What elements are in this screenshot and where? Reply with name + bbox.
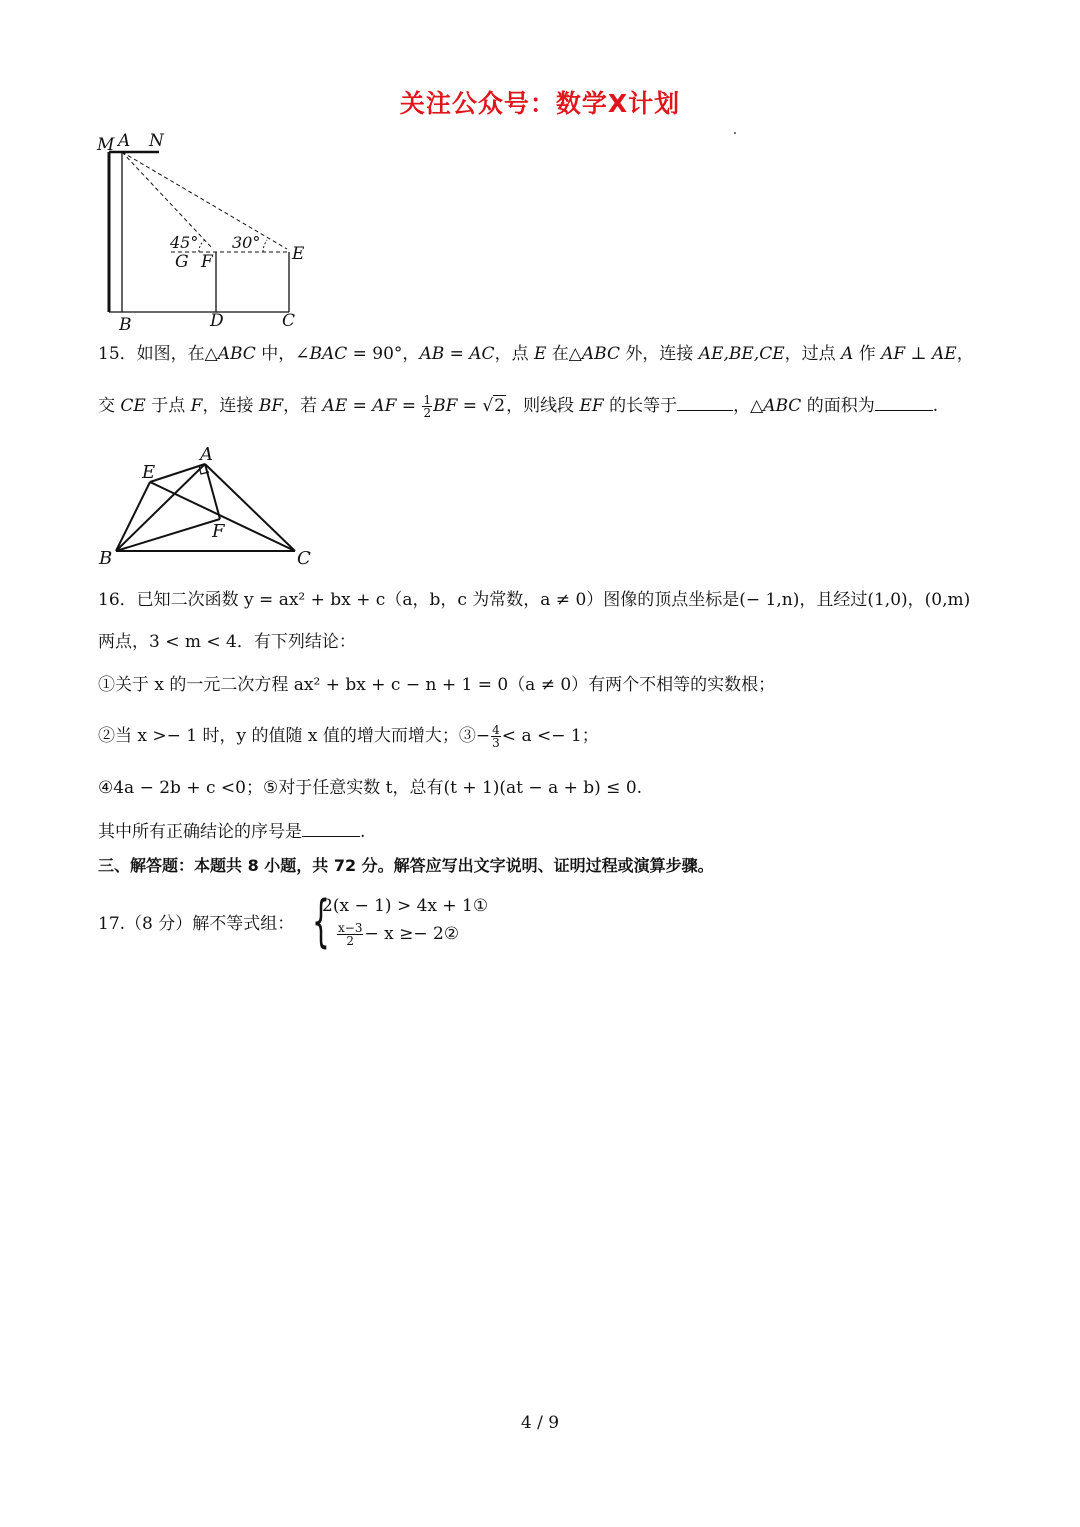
label-C: C bbox=[282, 311, 296, 331]
q17-label: 17.（8 分）解不等式组： bbox=[98, 914, 295, 934]
dashed-AF bbox=[122, 152, 213, 249]
label-E: E bbox=[142, 462, 156, 483]
dashed-AE bbox=[122, 152, 287, 249]
answer-blank-ef bbox=[677, 392, 733, 411]
label-E: E bbox=[292, 244, 305, 264]
fraction-one-half: $\frac{1}{2}$ bbox=[423, 393, 432, 420]
label-D: D bbox=[210, 311, 224, 331]
page-number: 4 / 9 bbox=[520, 1413, 560, 1433]
q16-line4: ②当 x >− 1 时，y 的值随 x 值的增大而增大；③− $\frac{4}{3}$ < a <− 1； bbox=[98, 723, 599, 750]
stray-dot bbox=[734, 132, 736, 134]
q16-line2: 两点，3 < m < 4．有下列结论： bbox=[98, 632, 356, 652]
angle-30-label: 30° bbox=[232, 233, 261, 252]
q15-line2: 交 CE 于点 F，连接 BF，若 AE = AF = $\frac{1}{2}$ BF = √2，则线段 EF 的长等于 ，△ABC 的面积为 . bbox=[98, 393, 939, 420]
label-A: A bbox=[200, 444, 213, 465]
answer-blank-area bbox=[875, 392, 933, 411]
fraction-x-minus-3-over-2: $\frac{x-3}{2}$ bbox=[338, 921, 363, 948]
label-C: C bbox=[297, 548, 311, 569]
q16-line3: ①关于 x 的一元二次方程 ax² + bx + c − n + 1 = 0（a ≠ 0）有两个不相等的实数根； bbox=[98, 675, 776, 695]
figure-building-angles bbox=[95, 128, 315, 338]
section-3-heading: 三、解答题：本题共 8 小题，共 72 分。解答应写出文字说明、证明过程或演算步骤。 bbox=[98, 856, 714, 875]
edge-BE bbox=[116, 482, 150, 551]
label-F: F bbox=[201, 252, 213, 272]
angle-45-label: 45° bbox=[170, 233, 199, 252]
label-M: M bbox=[97, 135, 115, 155]
page-header-title: 关注公众号：数学X计划 bbox=[399, 89, 681, 118]
inequality-1: 2(x − 1) > 4x + 1① bbox=[322, 896, 489, 916]
arc-45 bbox=[199, 240, 205, 252]
label-N: N bbox=[149, 131, 164, 151]
label-F: F bbox=[212, 521, 225, 542]
label-A: A bbox=[118, 131, 131, 151]
q15-line1: 15．如图，在△ABC 中，∠BAC = 90°，AB = AC，点 E 在△ABC 外，连接 AE,BE,CE，过点 A 作 AF ⊥ AE， bbox=[98, 344, 974, 364]
q16-line6: 其中所有正确结论的序号是 . bbox=[98, 818, 365, 844]
left-brace: { bbox=[312, 889, 330, 954]
inequality-2: $\frac{x-3}{2}$ − x ≥− 2② bbox=[338, 921, 460, 948]
label-B: B bbox=[99, 548, 113, 569]
fraction-four-thirds: $\frac{4}{3}$ bbox=[492, 723, 500, 750]
q16-line1: 16．已知二次函数 y = ax² + bx + c（a，b，c 为常数，a ≠ 0）图像的顶点坐标是(− 1,n)，且经过(1,0)，(0,m) bbox=[98, 590, 971, 610]
q16-line5: ④4a − 2b + c <0；⑤对于任意实数 t，总有(t + 1)(at − a + b) ≤ 0. bbox=[98, 778, 643, 798]
figure-triangle-abc bbox=[95, 440, 325, 575]
arc-30 bbox=[263, 240, 267, 252]
answer-blank-q16 bbox=[302, 818, 360, 837]
label-B: B bbox=[119, 315, 132, 335]
label-G: G bbox=[175, 252, 189, 272]
